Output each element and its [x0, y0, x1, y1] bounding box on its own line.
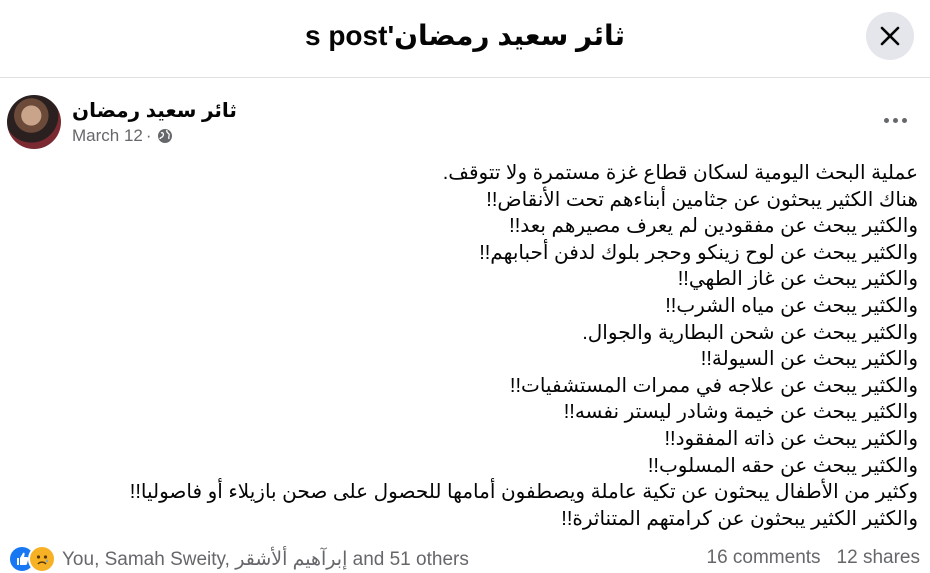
post-line: والكثير يبحث عن مياه الشرب!!	[665, 294, 918, 317]
more-options-button[interactable]	[880, 104, 912, 136]
post-line: هناك الكثير يبحثون عن جثامين أبناءهم تحت الأنقاض!!	[486, 188, 918, 211]
author-avatar[interactable]	[7, 95, 61, 149]
dialog-title: ثائر سعيد رمضان's post	[304, 20, 626, 51]
post-line: والكثير يبحث عن خيمة وشادر ليستر نفسه!!	[563, 401, 918, 424]
post-line: والكثير يبحث عن شحن البطارية والجوال.	[582, 321, 918, 344]
post-line: والكثير يبحث عن لوح زينكو وحجر بلوك لدفن أحبابهم!!	[479, 241, 918, 264]
close-icon	[880, 26, 900, 46]
sad-icon	[28, 545, 56, 573]
meta-separator: ·	[145, 126, 152, 145]
post-line: وكثير من الأطفال يبحثون عن تكية عاملة ويصطفون أمامها للحصول على صحن بازيلاء أو فاصوليا!!	[129, 481, 918, 504]
post-line: والكثير يبحث عن حقه المسلوب!!	[647, 454, 918, 477]
post-date[interactable]: March 12	[72, 126, 143, 145]
post-dialog-header	[0, 0, 930, 78]
post-line: والكثير يبحث عن علاجه في ممرات المستشفيات!!	[509, 374, 918, 397]
dot-icon	[884, 118, 889, 123]
post-line: والكثير يبحث عن غاز الطهي!!	[677, 268, 918, 291]
post-meta	[72, 126, 173, 146]
post-line: والكثير يبحث عن السيولة!!	[700, 348, 918, 371]
dot-icon	[902, 118, 907, 123]
comments-count[interactable]: 16 comments	[706, 547, 821, 568]
close-button[interactable]	[866, 12, 914, 60]
post-line: والكثير الكثير يبحثون عن كرامتهم المتناثرة!!	[561, 507, 918, 530]
engagement-counts	[707, 547, 921, 569]
post-line: والكثير يبحث عن ذاته المفقود!!	[664, 427, 918, 450]
post-body	[38, 160, 918, 532]
shares-count[interactable]: 12 shares	[836, 547, 920, 568]
post-line: والكثير يبحث عن مفقودين لم يعرف مصيرهم بعد!!	[509, 215, 918, 238]
author-name[interactable]: ثائر سعيد رمضان	[72, 100, 237, 122]
reactions-summary[interactable]	[8, 546, 469, 572]
dot-icon	[893, 118, 898, 123]
reactions-text: You, Samah Sweity, إبرآهيم ألأشقر and 51 others	[62, 548, 469, 570]
globe-icon	[157, 128, 173, 144]
post-line: عملية البحث اليومية لسكان قطاع غزة مستمرة ولا تتوقف.	[442, 162, 918, 184]
